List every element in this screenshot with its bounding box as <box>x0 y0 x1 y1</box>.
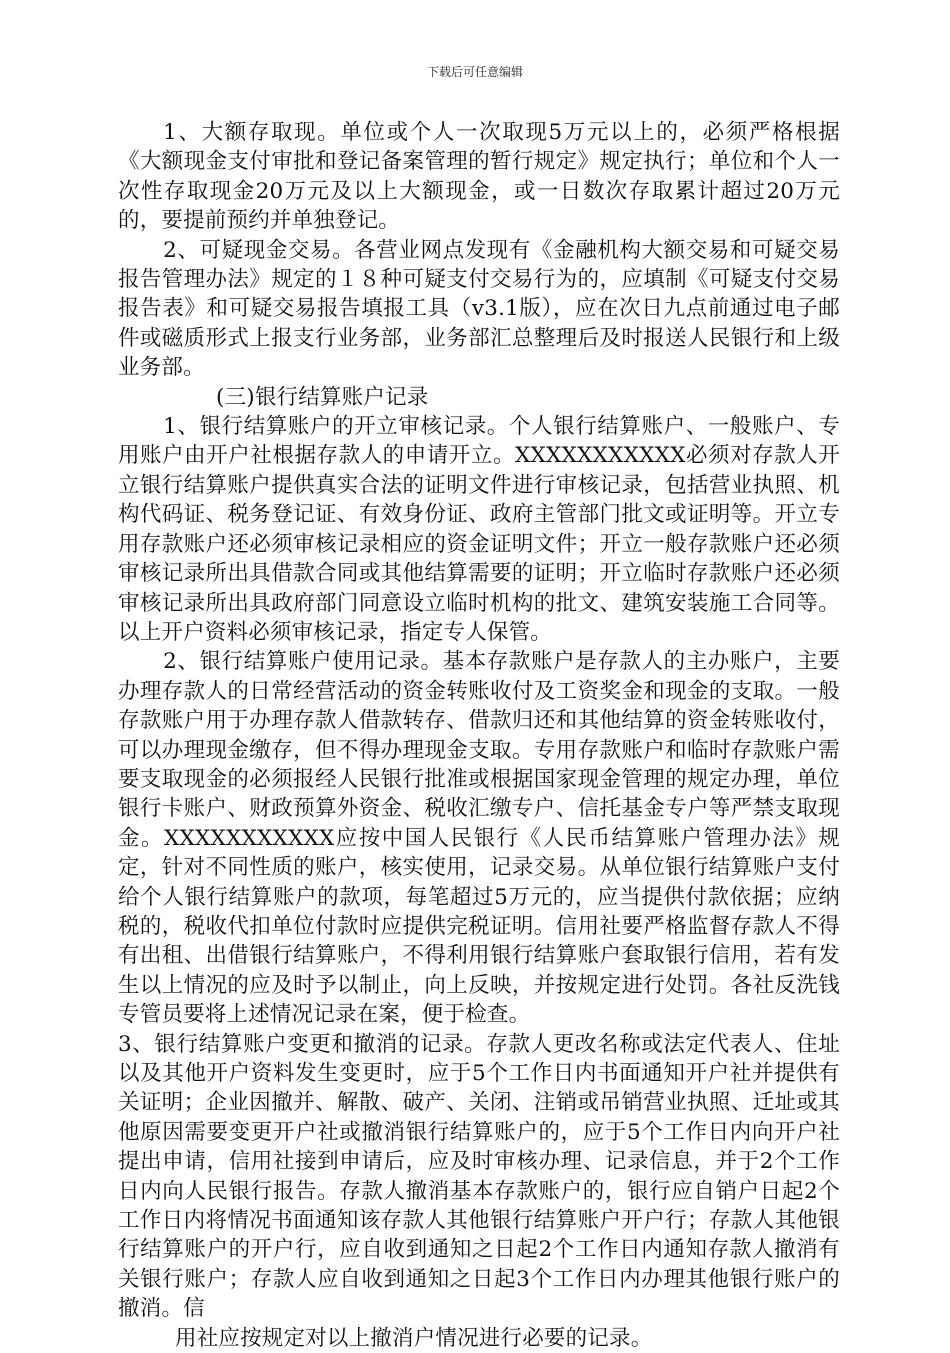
document-body <box>118 118 840 1353</box>
page-header-note: 下载后可任意编辑 <box>426 65 523 79</box>
paragraph-account-usage: 2、银行结算账户使用记录。基本存款账户是存款人的主办账户，主要办理存款人的日常经营活动的资金转账收付及工资奖金和现金的支取。一般存款账户用于办理存款人借款转存、借款归还和其他结算的资金转账收付，可以办理现金缴存，但不得办理现金支取。专用存款账户和临时存款账户需要支取现金的必须报经人民银行批准或根据国家现金管理的规定办理，单位银行卡账户、财政预算外资金、税收汇缴专户、信托基金专户等严禁支取现金。XXXXXXXXXXX应按中国人民银行《人民币结算账户管理办法》规定，针对不同性质的账户，核实使用，记录交易。从单位银行结算账户支付给个人银行结算账户的款项，每笔超过5万元的，应当提供付款依据；应纳税的，税收代扣单位付款时应提供完税证明。信用社要严格监督存款人不得有出租、出借银行结算账户，不得利用银行结算账户套取银行信用，若有发生以上情况的应及时予以制止，向上反映，并按规定进行处罚。各社反洗钱专管员要将上述情况记录在案，便于检查。 <box>118 649 840 1028</box>
paragraph-account-change-closure-end: 用社应按规定对以上撤消户情况进行必要的记录。 <box>175 1325 653 1351</box>
paragraph-large-cash: 1、大额存取现。单位或个人一次取现5万元以上的，必须严格根据《大额现金支付审批和登记备案管理的暂行规定》规定执行；单位和个人一次性存取现金20万元及以上大额现金，或一日数次存取累计超过20万元的，要提前预约并单独登记。 <box>118 120 840 234</box>
paragraph-suspicious-cash: 2、可疑现金交易。各营业网点发现有《金融机构大额交易和可疑交易报告管理办法》规定的１８种可疑支付交易行为的，应填制《可疑支付交易报告表》和可疑交易报告填报工具（v3.1版），应在次日九点前通过电子邮件或磁质形式上报支行业务部，业务部汇总整理后及时报送人民银行和上级业务部。 <box>118 237 840 381</box>
section-heading-settlement-accounts: (三)银行结算账户记录 <box>216 384 429 410</box>
paragraph-account-opening: 1、银行结算账户的开立审核记录。个人银行结算账户、一般账户、专用账户由开户社根据存款人的申请开立。XXXXXXXXXXX必须对存款人开立银行结算账户提供真实合法的证明文件进行审核记录，包括营业执照、机构代码证、税务登记证、有效身份证、政府主管部门批文或证明等。开立专用存款账户还必须审核记录相应的资金证明文件；开立一般存款账户还必须审核记录所出具借款合同或其他结算需要的证明；开立临时存款账户还必须审核记录所出具政府部门同意设立临时机构的批文、建筑安装施工合同等。以上开户资料必须审核记录，指定专人保管。 <box>118 414 840 645</box>
paragraph-account-change-closure: 3、银行结算账户变更和撤消的记录。存款人更改名称或法定代表人、住址以及其他开户资料发生变更时，应于5个工作日内书面通知开户社并提供有关证明；企业因撤并、解散、破产、关闭、注销或吊销营业执照、迁址或其他原因需要变更开户社或撤消银行结算账户的，应于5个工作日内向开户社提出申请，信用社接到申请后，应及时审核办理、记录信息，并于2个工作日内向人民银行报告。存款人撤消基本存款账户的，银行应自销户日起2个工作日内将情况书面通知该存款人其他银行结算账户开户行；存款人其他银行结算账户的开户行，应自收到通知之日起2个工作日内通知存款人撤消有关银行账户；存款人应自收到通知之日起3个工作日内办理其他银行账户的撤消。信 <box>118 1031 840 1322</box>
